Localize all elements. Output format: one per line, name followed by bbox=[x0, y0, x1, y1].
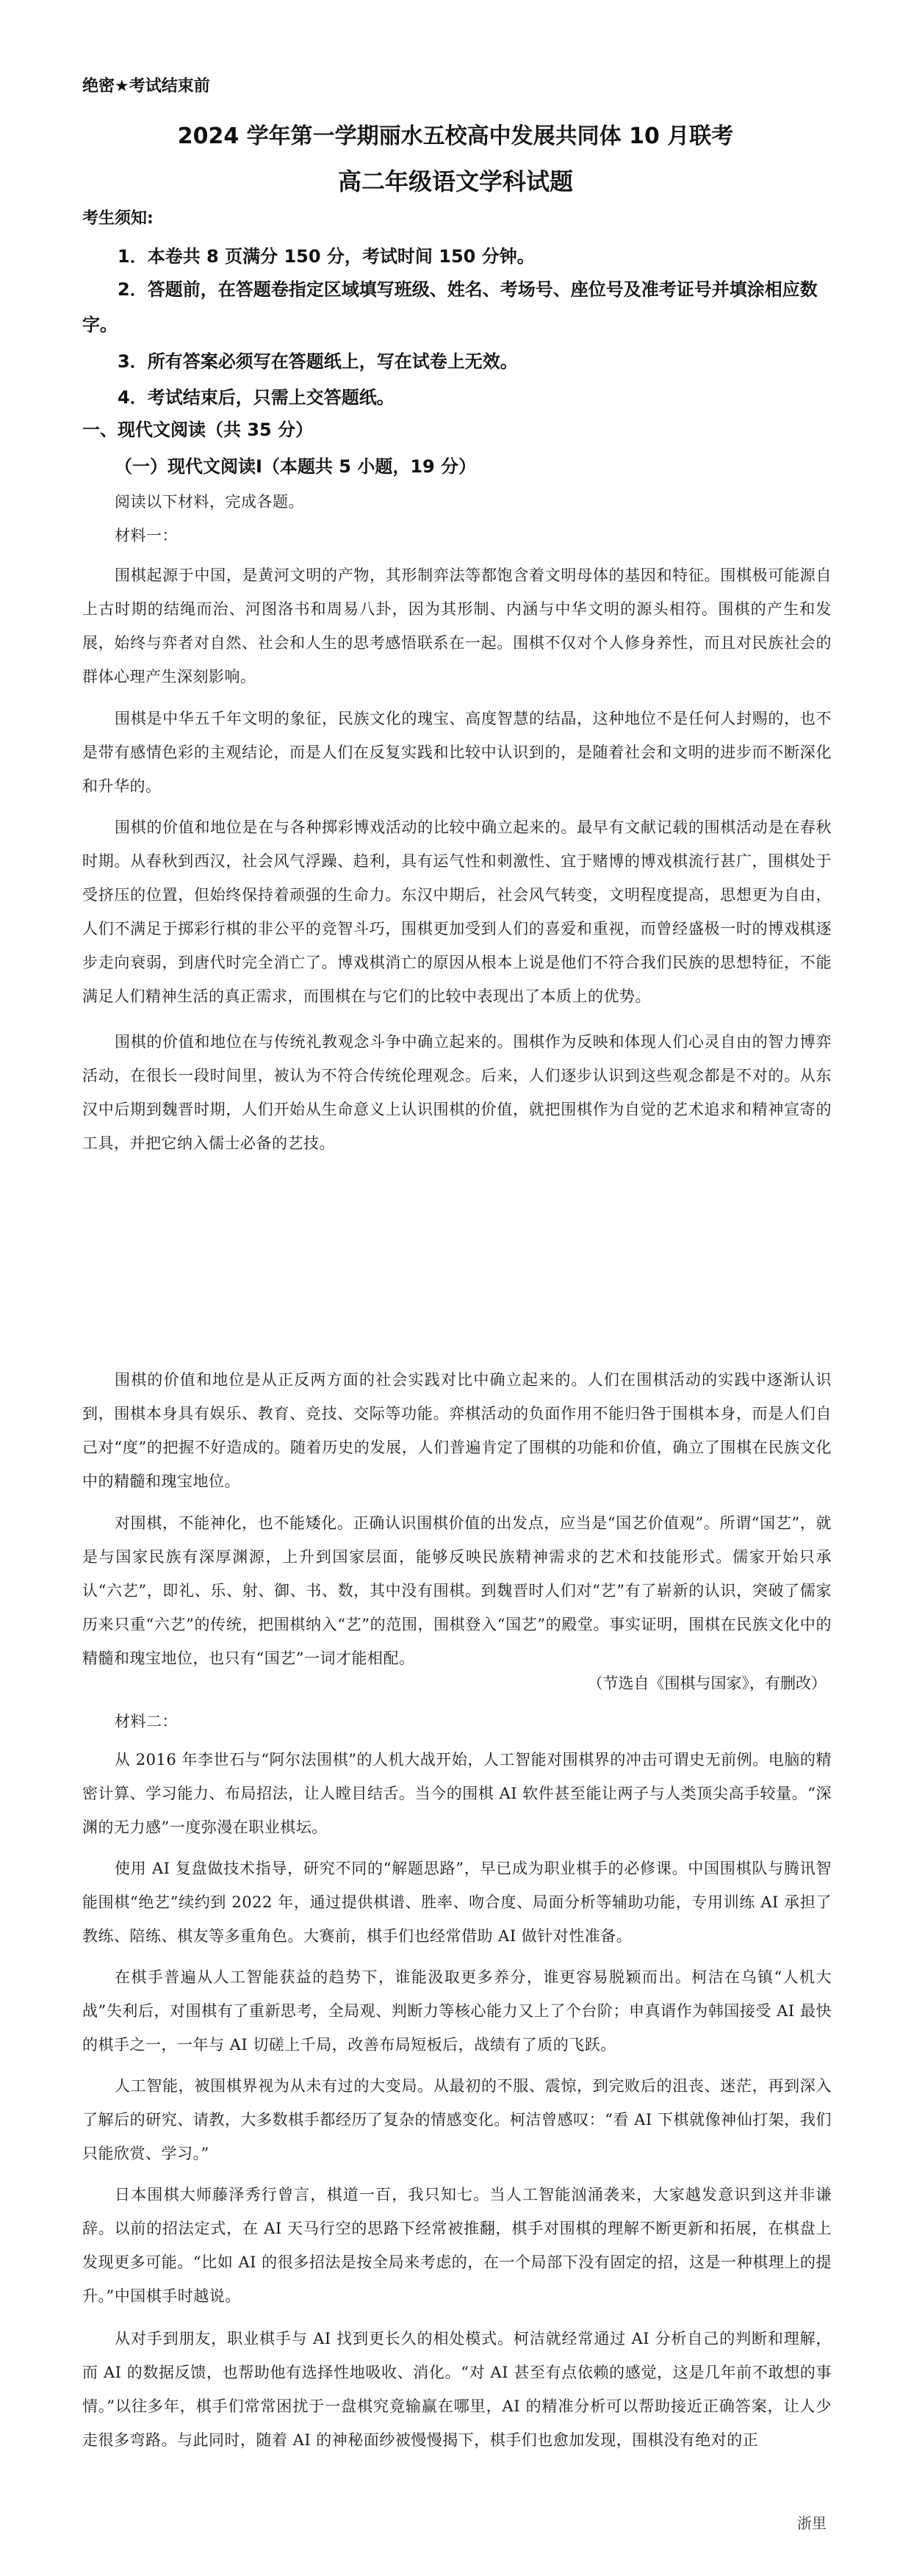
source-citation: （节选自《围棋与国家》，有删改） bbox=[587, 1674, 827, 1692]
exam-subtitle: 高二年级语文学科试题 bbox=[337, 168, 573, 195]
paragraph: 围棋是中华五千年文明的象征，民族文化的瑰宝、高度智慧的结晶，这种地位不是任何人封赐的，也不是带有感情色彩的主观结论，而是人们在反复实践和比较中认识到的，是随着社会和文明的进步而不断深化和升华的。 bbox=[82, 710, 832, 795]
notice-item: 2．答题前，在答题卷指定区域填写班级、姓名、考场号、座位号及准考证号并填涂相应数字。 bbox=[82, 279, 818, 335]
paragraph: 使用 AI 复盘做技术指导，研究不同的“解题思路”，早已成为职业棋手的必修课。中国围棋队与腾讯智能围棋“绝艺”续约到 2022 年，通过提供棋谱、胜率、吻合度、局面分析等辅助功能，专用训练 AI 承担了教练、陪练、棋友等多重角色。大赛前，棋手们也经常借助 AI 做针对性准备。 bbox=[82, 1860, 832, 1945]
paragraph: 围棋起源于中国，是黄河文明的产物，其形制弈法等都饱含着文明母体的基因和特征。围棋极可能源自上古时期的结绳而治、河图洛书和周易八卦，因为其形制、内涵与中华文明的源头相符。围棋的产生和发展，始终与弈者对自然、社会和人生的思考感悟联系在一起。围棋不仅对个人修身养性，而且对民族社会的群体心理产生深刻影响。 bbox=[82, 566, 832, 686]
paragraph: 围棋的价值和地位在与传统礼教观念斗争中确立起来的。围棋作为反映和体现人们心灵自由的智力博弈活动，在很长一段时间里，被认为不符合传统伦理观念。后来，人们逐步认识到这些观念都是不对的。从东汉中后期到魏晋时期，人们开始从生命意义上认识围棋的价值，就把围棋作为自觉的艺术追求和精神宣寄的工具，并把它纳入儒士必备的艺技。 bbox=[82, 1033, 832, 1152]
paragraph: 对围棋，不能神化，也不能矮化。正确认识围棋价值的出发点，应当是“国艺价值观”。所谓“国艺”，就是与国家民族有深厚渊源，上升到国家层面，能够反映民族精神需求的艺术和技能形式。儒家开始只承认“六艺”，即礼、乐、射、御、书、数，其中没有围棋。到魏晋时人们对“艺”有了崭新的认识，突破了儒家历来只重“六艺”的传统，把围棋纳入“艺”的范围，围棋登入“国艺”的殿堂。事实证明，围棋在民族文化中的精髓和瑰宝地位，也只有“国艺”一词才能相配。 bbox=[82, 1514, 832, 1667]
paragraph: 日本围棋大师藤泽秀行曾言，棋道一百，我只知七。当人工智能汹涌袭来，大家越发意识到这并非谦辞。以前的招法定式，在 AI 天马行空的思路下经常被推翻，棋手对围棋的理解不断更新和拓展，在棋盘上发现更多可能。“比如 AI 的很多招法是按全局来考虑的，在一个局部下没有固定的招，这是一种棋理上的提升。”中国棋手时越说。 bbox=[82, 2186, 832, 2305]
paragraph: 在棋手普遍从人工智能获益的趋势下，谁能汲取更多养分，谁更容易脱颖而出。柯洁在乌镇“人机大战”失利后，对围棋有了重新思考，全局观、判断力等核心能力又上了个台阶；申真谞作为韩国接受 AI 最快的棋手之一，一年与 AI 切磋上千局，改善布局短板后，战绩有了质的飞跃。 bbox=[82, 1968, 832, 2054]
material-label: 材料二： bbox=[115, 1713, 178, 1730]
secret-label: 绝密★考试结束前 bbox=[82, 77, 210, 96]
paragraph: 围棋的价值和地位是从正反两方面的社会实践对比中确立起来的。人们在围棋活动的实践中逐渐认识到，围棋本身具有娱乐、教育、竞技、交际等功能。弈棋活动的负面作用不能归咎于围棋本身，而是人们自己对“度”的把握不好造成的。随着历史的发展，人们普遍肯定了围棋的功能和价值，确立了围棋在民族文化中的精髓和瑰宝地位。 bbox=[82, 1371, 832, 1490]
paragraph: 从 2016 年李世石与“阿尔法围棋”的人机大战开始，人工智能对围棋界的冲击可谓史无前例。电脑的精密计算、学习能力、布局招法，让人瞠目结舌。当今的围棋 AI 软件甚至能让两子与人类顶尖高手较量。“深渊的无力感”一度弥漫在职业棋坛。 bbox=[82, 1751, 832, 1836]
notice-item: 3．所有答案必须写在答题纸上，写在试卷上无效。 bbox=[118, 351, 518, 372]
section-subtitle: （一）现代文阅读Ⅰ（本题共 5 小题，19 分） bbox=[115, 456, 477, 477]
paragraph: 从对手到朋友，职业棋手与 AI 找到更长久的相处模式。柯洁就经常通过 AI 分析自己的判断和理解，而 AI 的数据反馈，也帮助他有选择性地吸收、消化。“对 AI 甚至有点依赖的感觉，这是几年前不敢想的事情。”以往多年，棋手们常常困扰于一盘棋究竟输赢在哪里，AI 的精准分析可以帮助接近正确答案，让人少走很多弯路。与此同时，随着 AI 的神秘面纱被慢慢揭下，棋手们也愈加发现，围棋没有绝对的正 bbox=[82, 2330, 832, 2449]
notice-item: 1．本卷共 8 页满分 150 分，考试时间 150 分钟。 bbox=[118, 246, 535, 267]
notice-item: 4．考试结束后，只需上交答题纸。 bbox=[118, 387, 395, 408]
section-title: 一、现代文阅读（共 35 分） bbox=[82, 420, 314, 440]
notice-heading: 考生须知: bbox=[82, 209, 154, 228]
paragraph: 人工智能，被围棋界视为从未有过的大变局。从最初的不服、震惊，到完败后的沮丧、迷茫，再到深入了解后的研究、请教，大多数棋手都经历了复杂的情感变化。柯洁曾感叹：“看 AI 下棋就像神仙打架，我们只能欣赏、学习。” bbox=[82, 2077, 832, 2162]
paragraph: 围棋的价值和地位是在与各种掷彩博戏活动的比较中确立起来的。最早有文献记载的围棋活动是在春秋时期。从春秋到西汉，社会风气浮躁、趋利，具有运气性和刺激性、宜于赌博的博戏棋流行甚广，围棋处于受挤压的位置，但始终保持着顽强的生命力。东汉中期后，社会风气转变，文明程度提高，思想更为自由，人们不满足于掷彩行棋的非公平的竞智斗巧，围棋更加受到人们的喜爱和重视，而曾经盛极一时的博戏棋逐步走向衰弱，到唐代时完全消亡了。博戏棋消亡的原因从根本上说是他们不符合我们民族的思想特征，不能满足人们精神生活的真正需求，而围棋在与它们的比较中表现出了本质上的优势。 bbox=[82, 819, 832, 1005]
instruction: 阅读以下材料，完成各题。 bbox=[115, 493, 304, 511]
material-label: 材料一： bbox=[115, 527, 178, 544]
exam-title: 2024 学年第一学期丽水五校高中发展共同体 10 月联考 bbox=[177, 123, 734, 149]
page-footer: 浙里 bbox=[797, 2514, 827, 2532]
